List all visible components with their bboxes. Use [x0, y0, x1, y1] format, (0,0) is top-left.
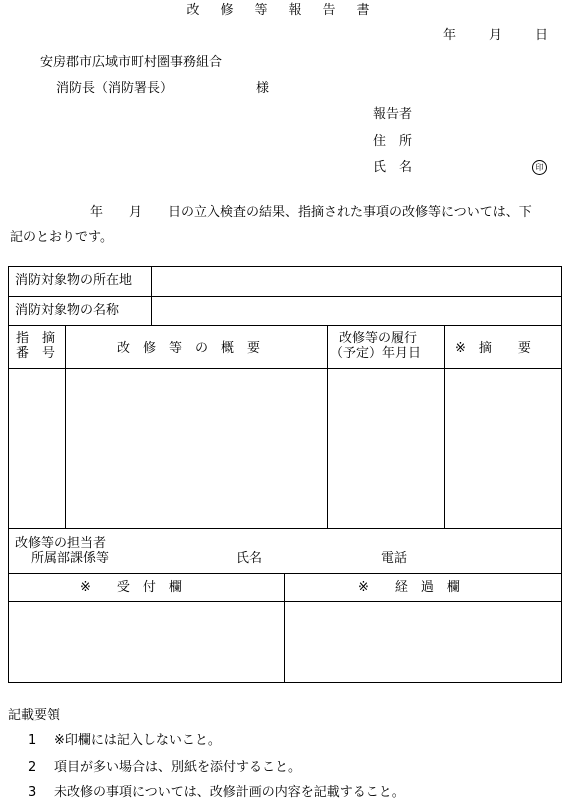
addressee-honorific: 様 — [256, 81, 270, 96]
note-number: 2 — [28, 760, 37, 775]
addressee-organization: 安房郡市広域市町村圏事務組合 — [40, 55, 223, 70]
table-rule — [8, 528, 562, 529]
table-border-bottom — [8, 682, 562, 683]
note-text: ※印欄には記入しないこと。 — [54, 733, 221, 748]
table-rule — [284, 573, 285, 682]
title-char: 報 — [288, 3, 302, 18]
body-text-line1: 年 月 日の立入検査の結果、指摘された事項の改修等については、下 — [90, 205, 532, 220]
document-title — [176, 3, 396, 19]
table-rule — [151, 266, 152, 325]
notes-title: 記載要領 — [8, 708, 61, 723]
col-schedule-header-line1: 改修等の履行 — [339, 331, 418, 346]
report-date — [443, 28, 581, 44]
note-number: 1 — [28, 733, 37, 748]
date-day: 日 — [535, 28, 549, 43]
reporter-label: 報告者 — [373, 107, 413, 122]
table-rule — [444, 325, 445, 528]
addressee-title — [56, 81, 270, 97]
table-rule — [8, 601, 562, 602]
addressee-chief: 消防長（消防署長） — [56, 81, 174, 96]
person-name-label: 氏名 — [236, 551, 263, 566]
note-item — [28, 733, 221, 749]
col-remarks-header: ※ 摘 要 — [455, 341, 531, 356]
progress-column-label: ※ 経 過 欄 — [358, 580, 460, 595]
table-rule — [8, 573, 562, 574]
reporter-address-label: 住 所 — [373, 134, 413, 149]
note-number: 3 — [28, 785, 37, 800]
note-item — [28, 760, 301, 776]
department-label: 所属部課係等 — [31, 551, 110, 566]
table-rule — [327, 325, 328, 528]
table-rule — [65, 325, 66, 528]
col-schedule-header-line2: （予定）年月日 — [330, 346, 422, 361]
col-index-header-line1: 指 摘 — [16, 331, 56, 346]
title-char: 修 — [220, 3, 234, 18]
seal-icon: 印 — [532, 160, 547, 175]
col-index-header-line2: 番 号 — [16, 346, 56, 361]
table-rule — [8, 296, 562, 297]
col-summary-header: 改 修 等 の 概 要 — [117, 341, 261, 356]
person-in-charge-label: 改修等の担当者 — [15, 536, 107, 551]
table-border-right — [561, 266, 562, 683]
location-label: 消防対象物の所在地 — [15, 273, 133, 288]
note-text: 未改修の事項については、改修計画の内容を記載すること。 — [54, 785, 405, 800]
table-border-left — [8, 266, 9, 683]
title-char: 等 — [254, 3, 268, 18]
phone-label: 電話 — [381, 551, 408, 566]
note-item — [28, 785, 405, 801]
title-char: 書 — [356, 3, 370, 18]
table-rule — [8, 325, 562, 326]
reporter-name-label: 氏 名 — [373, 160, 413, 175]
title-char: 改 — [186, 3, 200, 18]
note-text: 項目が多い場合は、別紙を添付すること。 — [54, 760, 302, 775]
table-rule — [8, 368, 562, 369]
reception-column-label: ※ 受 付 欄 — [80, 580, 182, 595]
body-text-line2: 記のとおりです。 — [10, 230, 113, 245]
date-month: 月 — [489, 28, 503, 43]
title-char: 告 — [322, 3, 336, 18]
date-year: 年 — [443, 28, 457, 43]
name-label: 消防対象物の名称 — [15, 303, 120, 318]
table-border-top — [8, 266, 562, 267]
